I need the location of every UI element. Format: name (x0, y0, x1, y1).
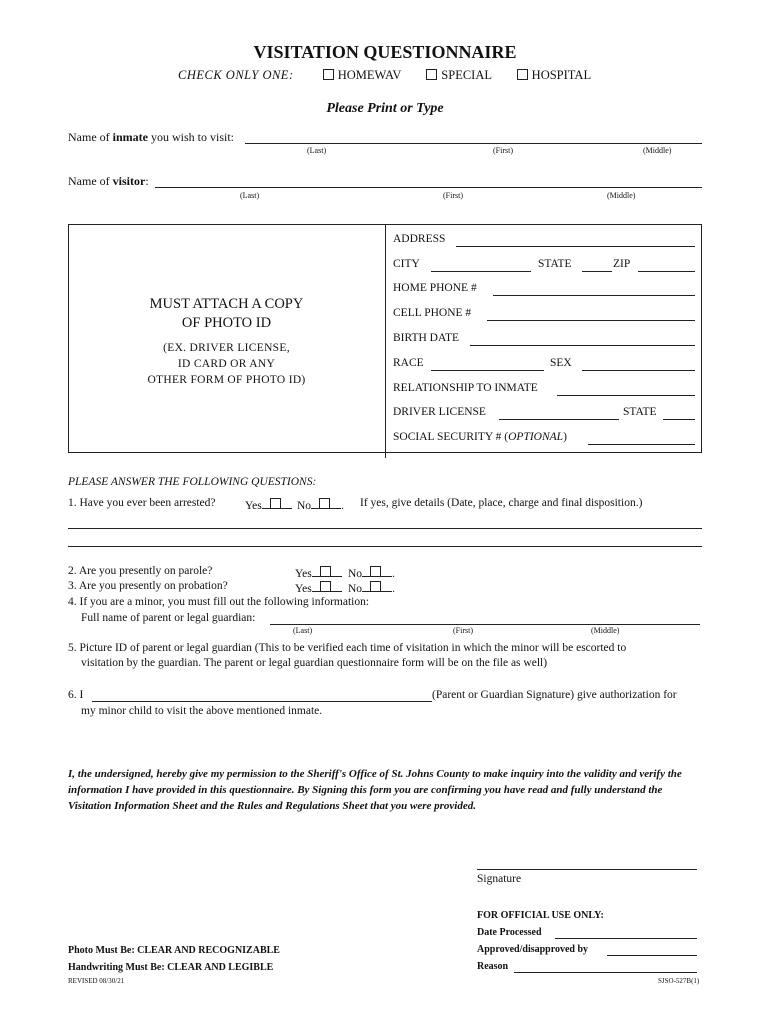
guardian-name-label: Full name of parent or legal guardian: (81, 612, 256, 624)
question-5-line-2: visitation by the guardian. The parent or legal guardian questionnaire form will be on the file as well) (81, 657, 548, 669)
q2-yes[interactable]: Yes (295, 565, 342, 580)
visit-type-row (178, 68, 591, 83)
address-field[interactable] (456, 246, 695, 247)
question-6-prefix: 6. I (68, 689, 84, 701)
birth-date-label: BIRTH DATE (393, 332, 460, 344)
race-field[interactable] (431, 370, 544, 371)
approved-by-field[interactable] (607, 955, 697, 956)
inmate-name-label: Name of inmate you wish to visit: (68, 130, 234, 144)
q1-no-checkbox[interactable] (319, 498, 330, 509)
visitor-first-caption: (First) (443, 191, 463, 200)
question-2: 2. Are you presently on parole? (68, 565, 213, 577)
ssn-field[interactable] (588, 444, 695, 445)
question-3: 3. Are you presently on probation? (68, 580, 228, 592)
q1-details-instruction: If yes, give details (Date, place, charge and final disposition.) (360, 497, 643, 509)
sex-label: SEX (550, 357, 572, 369)
dl-state-label: STATE (623, 406, 657, 418)
photo-id-notice: MUST ATTACH A COPY OF PHOTO ID (149, 296, 304, 331)
option-hospital[interactable]: HOSPITAL (517, 68, 591, 82)
guardian-middle-caption: (Middle) (591, 626, 620, 635)
date-processed-label: Date Processed (477, 927, 542, 938)
zip-label: ZIP (613, 258, 631, 270)
driver-license-field[interactable] (499, 419, 619, 420)
q3-yes-checkbox[interactable] (320, 581, 331, 592)
question-6-suffix: (Parent or Guardian Signature) give authorization for (432, 689, 677, 701)
q1-yes[interactable]: Yes (245, 497, 292, 512)
city-field[interactable] (431, 271, 531, 272)
guardian-last-caption: (Last) (293, 626, 313, 635)
home-phone-field[interactable] (493, 295, 695, 296)
visitor-middle-caption: (Middle) (607, 191, 636, 200)
relationship-field[interactable] (557, 395, 695, 396)
guardian-first-caption: (First) (453, 626, 473, 635)
reason-field[interactable] (514, 972, 697, 973)
revision-date: REVISED 08/30/21 (68, 977, 125, 985)
question-6-line-2: my minor child to visit the above mentioned inmate. (81, 705, 323, 717)
question-5-line-1: 5. Picture ID of parent or legal guardian (This to be verified each time of visitation in which the minor will be escorted to (68, 642, 627, 654)
form-code: SJSO-527B(1) (658, 977, 700, 985)
race-label: RACE (393, 357, 424, 369)
q3-no[interactable]: No . (348, 580, 395, 595)
check-only-one-label: CHECK ONLY ONE: (178, 68, 294, 82)
question-4: 4. If you are a minor, you must fill out the following information: (68, 596, 370, 608)
state-label: STATE (538, 258, 572, 270)
sex-field[interactable] (582, 370, 695, 371)
approved-by-label: Approved/disapproved by (477, 944, 589, 955)
cell-phone-field[interactable] (487, 320, 695, 321)
option-special[interactable]: SPECIAL (426, 68, 491, 82)
home-phone-label: HOME PHONE # (393, 282, 477, 294)
q2-no[interactable]: No . (348, 565, 395, 580)
zip-field[interactable] (638, 271, 695, 272)
signature-label: Signature (477, 873, 522, 885)
dl-state-field[interactable] (663, 419, 695, 420)
box-divider (385, 224, 386, 458)
visitor-name-field[interactable] (155, 187, 702, 188)
inmate-name-field[interactable] (245, 143, 702, 144)
q1-details-line-1[interactable] (68, 528, 702, 529)
reason-label: Reason (477, 961, 509, 972)
visitor-name-label: Name of visitor: (68, 174, 149, 188)
page-title: VISITATION QUESTIONNAIRE (253, 42, 517, 62)
print-instruction: Please Print or Type (326, 101, 444, 116)
checkbox-hospital[interactable] (517, 69, 528, 80)
q3-yes[interactable]: Yes (295, 580, 342, 595)
photo-id-examples: (EX. DRIVER LICENSE, ID CARD OR ANY OTHER FORM OF PHOTO ID) (147, 342, 306, 386)
city-label: CITY (393, 258, 420, 270)
consent-statement: I, the undersigned, hereby give my permission to the Sheriff's Office of St. Johns County to make inquiry into the validity and verify the information I have provided in this questionnaire. By Signing this form you are confirming you have read and fully understand the Visitation Information Sheet and the Rules and Regulations Sheet that you were provided. (68, 768, 682, 812)
question-1: 1. Have you ever been arrested? (68, 497, 216, 509)
visitor-last-caption: (Last) (240, 191, 260, 200)
q3-no-checkbox[interactable] (370, 581, 381, 592)
official-use-header: FOR OFFICIAL USE ONLY: (477, 910, 604, 921)
driver-license-label: DRIVER LICENSE (393, 406, 486, 418)
checkbox-special[interactable] (426, 69, 437, 80)
ssn-label: SOCIAL SECURITY # (OPTIONAL) (393, 431, 567, 443)
option-homewav[interactable]: HOMEWAV (323, 68, 401, 82)
inmate-last-caption: (Last) (307, 146, 327, 155)
guardian-name-field[interactable] (270, 624, 700, 625)
address-label: ADDRESS (393, 233, 446, 245)
birth-date-field[interactable] (470, 345, 695, 346)
checkbox-homewav[interactable] (323, 69, 334, 80)
guardian-signature-field[interactable] (92, 701, 432, 702)
photo-requirement: Photo Must Be: CLEAR AND RECOGNIZABLE (68, 945, 280, 956)
cell-phone-label: CELL PHONE # (393, 307, 472, 319)
signature-field[interactable] (477, 869, 697, 870)
handwriting-requirement: Handwriting Must Be: CLEAR AND LEGIBLE (68, 962, 274, 973)
date-processed-field[interactable] (555, 938, 697, 939)
relationship-label: RELATIONSHIP TO INMATE (393, 382, 538, 394)
q2-no-checkbox[interactable] (370, 566, 381, 577)
inmate-middle-caption: (Middle) (643, 146, 672, 155)
state-field[interactable] (582, 271, 612, 272)
q1-yes-checkbox[interactable] (270, 498, 281, 509)
q1-no[interactable]: No . (297, 497, 344, 512)
q2-yes-checkbox[interactable] (320, 566, 331, 577)
q1-details-line-2[interactable] (68, 546, 702, 547)
inmate-first-caption: (First) (493, 146, 513, 155)
questions-header: PLEASE ANSWER THE FOLLOWING QUESTIONS: (68, 476, 317, 488)
